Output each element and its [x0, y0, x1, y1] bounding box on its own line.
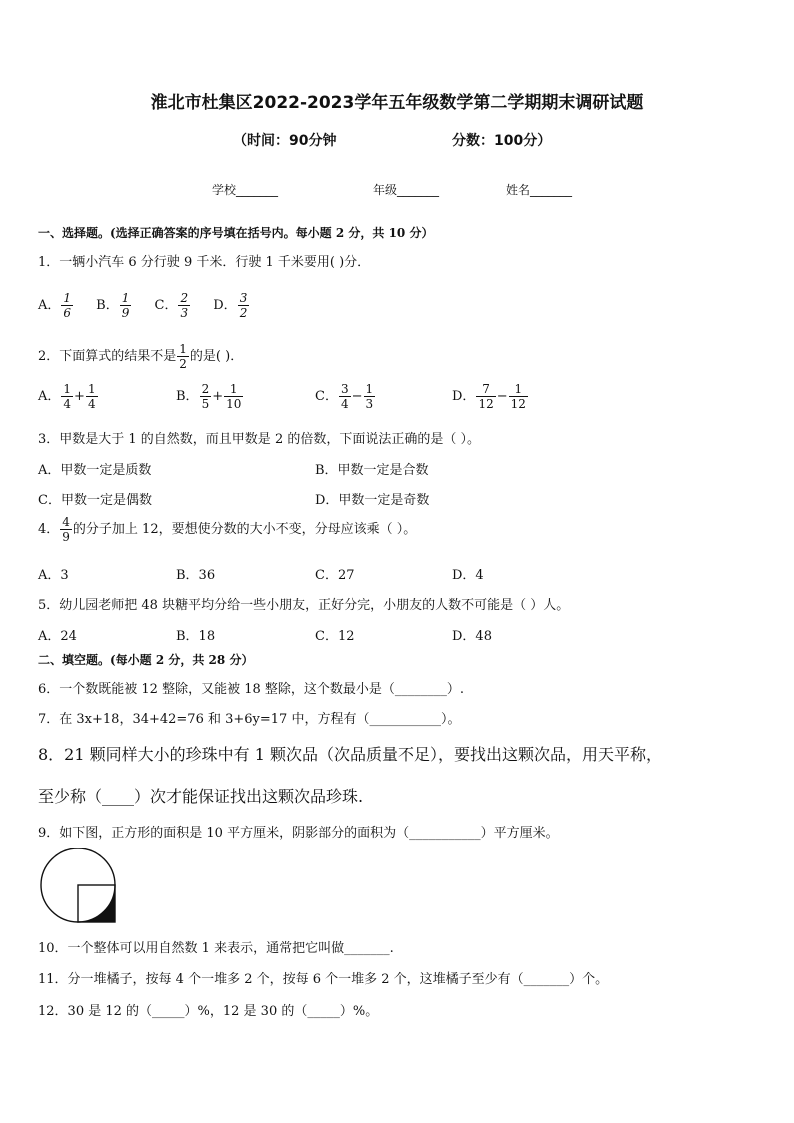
question-2-option-d: D． $\frac{7}{12}$ − $\frac{1}{12}$ [452, 382, 526, 411]
section-heading-choice: 一、选择题。(选择正确答案的序号填在括号内。每小题 2 分，共 10 分） [38, 226, 434, 240]
question-8-line-1: 8．21 颗同样大小的珍珠中有 1 颗次品（次品质量不足），要找出这颗次品，用天平称， [38, 745, 662, 764]
question-5: 5．幼儿园老师把 48 块糖平均分给一些小朋友，正好分完，小朋友的人数不可能是（ ）人。 [38, 598, 570, 613]
fraction: $\frac{1}{6}$ [63, 291, 72, 320]
question-2-option-c: C． $\frac{3}{4}$ − $\frac{1}{3}$ [315, 382, 374, 411]
question-3-option-d: D．甲数一定是奇数 [315, 493, 430, 508]
section-heading-fill: 二、填空题。(每小题 2 分，共 28 分） [38, 653, 254, 667]
question-9: 9．如下图，正方形的面积是 10 平方厘米，阴影部分的面积为（___________）平方厘米。 [38, 826, 559, 841]
exam-score: 分数：100分） [452, 133, 552, 149]
fraction: $\frac{2}{3}$ [180, 291, 189, 320]
grade-field[interactable]: 年级_______ [373, 183, 440, 197]
question-4-option-b: B．36 [176, 568, 216, 583]
question-2-option-a: A． $\frac{1}{4}$ + $\frac{1}{4}$ [38, 382, 96, 411]
question-5-option-c: C．12 [315, 629, 355, 644]
fraction: $\frac{1}{9}$ [121, 291, 130, 320]
question-4-option-d: D．4 [452, 568, 484, 583]
question-6: 6．一个数既能被 12 整除，又能被 18 整除，这个数最小是（________）. [38, 682, 465, 697]
fraction: $\frac{4}{9}$ [62, 515, 70, 544]
question-3-option-c: C．甲数一定是偶数 [38, 493, 152, 508]
question-2-option-b: B． $\frac{2}{5}$ + $\frac{1}{10}$ [176, 382, 242, 411]
question-1: 1．一辆小汽车 6 分行驶 9 千米．行驶 1 千米要用( )分． [38, 255, 371, 270]
question-10: 10．一个整体可以用自然数 1 来表示，通常把它叫做_______. [38, 941, 394, 956]
question-3: 3．甲数是大于 1 的自然数，而且甲数是 2 的倍数，下面说法正确的是（ ）。 [38, 432, 480, 447]
question-4-option-a: A．3 [38, 568, 69, 583]
exam-time: （时间：90分钟 [233, 133, 337, 149]
school-field[interactable]: 学校_______ [212, 183, 279, 197]
circle-square-figure [40, 848, 120, 926]
question-8-line-2: 至少称（____）次才能保证找出这颗次品珍珠. [38, 787, 364, 806]
question-5-option-d: D．48 [452, 629, 492, 644]
name-field[interactable]: 姓名_______ [506, 183, 573, 197]
question-3-option-b: B．甲数一定是合数 [315, 463, 429, 478]
question-1-options: A． $\frac{1}{6}$ B． $\frac{1}{9}$ C． $\frac{2}{3}$ D． $\frac{3}{2}$ [38, 291, 248, 320]
question-5-option-b: B．18 [176, 629, 216, 644]
fraction: $\frac{3}{2}$ [239, 291, 248, 320]
question-7: 7．在 3x+18，34+42=76 和 3+6y=17 中，方程有（___________）。 [38, 712, 461, 727]
fraction: $\frac{1}{2}$ [179, 342, 187, 371]
question-4-option-c: C．27 [315, 568, 355, 583]
question-2: 2．下面算式的结果不是 $\frac{1}{2}$ 的是( )． [38, 342, 244, 371]
question-5-option-a: A．24 [38, 629, 77, 644]
question-12: 12．30 是 12 的（_____）%，12 是 30 的（_____）%。 [38, 1004, 379, 1019]
question-4: 4． $\frac{4}{9}$ 的分子加上 12，要想使分数的大小不变，分母应该乘（ ）。 [38, 515, 417, 544]
question-3-option-a: A．甲数一定是质数 [38, 463, 152, 478]
page-title: 淮北市杜集区2022-2023学年五年级数学第二学期期末调研试题 [150, 93, 644, 113]
question-11: 11．分一堆橘子，按每 4 个一堆多 2 个，按每 6 个一堆多 2 个，这堆橘子至少有（_______）个。 [38, 972, 609, 987]
